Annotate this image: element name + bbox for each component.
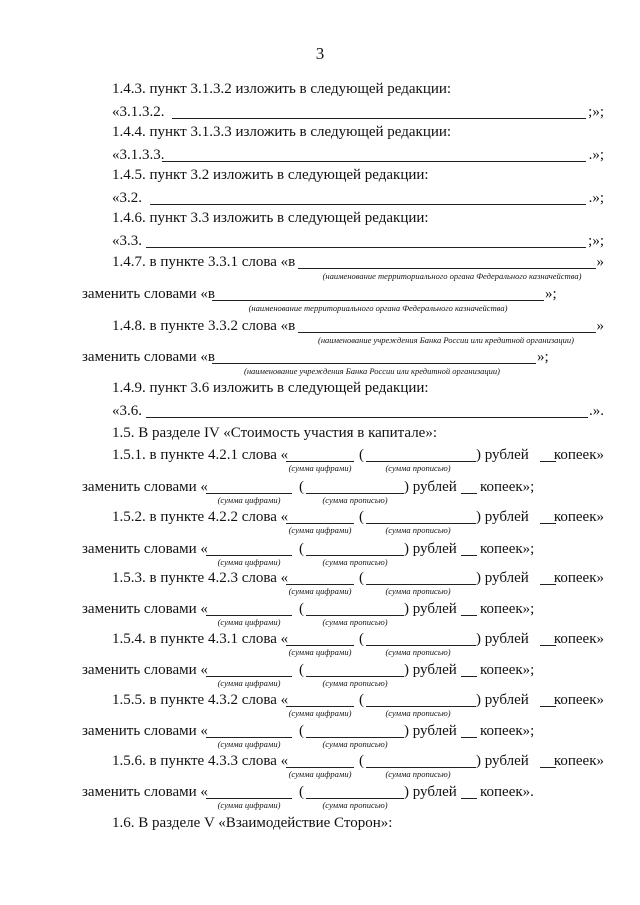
item-1-4-8-blank	[298, 332, 596, 333]
item-1-4-4-suffix: .»;	[588, 147, 604, 163]
sub-1-5-4-r-kop-blank	[461, 676, 477, 677]
sub-1-5-1-r-digits-blank	[206, 493, 292, 494]
sub-1-5-2-r-rubles: ) рублей	[404, 541, 457, 557]
sub-1-5-3-r-cap-digits: (сумма цифрами)	[217, 617, 281, 627]
sub-1-5-2-digits-blank	[286, 523, 354, 524]
sub-1-5-3-kopecks: копеек»	[553, 570, 604, 586]
sub-1-5-5-r-kopecks: копеек»;	[480, 723, 535, 739]
sub-1-5-6-lead: 1.5.6. в пункте 4.3.3 слова «	[112, 753, 289, 769]
sub-1-5-6-words-blank	[366, 767, 476, 768]
sub-1-5-6-r-open-paren: (	[299, 784, 304, 800]
section-1-6-heading: 1.6. В разделе V «Взаимодействие Сторон»:	[112, 815, 393, 831]
sub-1-5-6-digits-blank	[286, 767, 354, 768]
sub-1-5-2-open-paren: (	[359, 509, 364, 525]
sub-1-5-6-r-kopecks: копеек».	[480, 784, 534, 800]
sub-1-5-3-cap-words: (сумма прописью)	[385, 586, 451, 596]
sub-1-5-1-r-cap-words: (сумма прописью)	[322, 495, 388, 505]
item-1-4-6-suffix: ;»;	[588, 233, 604, 249]
sub-1-5-1-rubles: ) рублей	[476, 447, 529, 463]
item-1-4-4-heading: 1.4.4. пункт 3.1.3.3 изложить в следующей редакции:	[112, 124, 452, 140]
item-1-4-8-replace-blank	[212, 363, 536, 364]
sub-1-5-1-kopecks: копеек»	[553, 447, 604, 463]
sub-1-5-5-r-kop-blank	[461, 737, 477, 738]
sub-1-5-5-r-cap-words: (сумма прописью)	[322, 739, 388, 749]
sub-1-5-2-r-cap-words: (сумма прописью)	[322, 557, 388, 567]
sub-1-5-4-r-words-blank	[306, 676, 404, 677]
sub-1-5-3-r-words-blank	[306, 615, 404, 616]
item-1-4-9-heading: 1.4.9. пункт 3.6 изложить в следующей редакции:	[112, 380, 429, 396]
sub-1-5-5-cap-digits: (сумма цифрами)	[288, 708, 352, 718]
sub-1-5-2-lead: 1.5.2. в пункте 4.2.2 слова «	[112, 509, 289, 525]
sub-1-5-5-r-words-blank	[306, 737, 404, 738]
sub-1-5-1-r-cap-digits: (сумма цифрами)	[217, 495, 281, 505]
sub-1-5-3-r-digits-blank	[206, 615, 292, 616]
sub-1-5-2-replace: заменить словами «	[82, 541, 208, 557]
sub-1-5-1-open-paren: (	[359, 447, 364, 463]
sub-1-5-1-words-blank	[366, 461, 476, 462]
sub-1-5-6-open-paren: (	[359, 753, 364, 769]
sub-1-5-3-cap-digits: (сумма цифрами)	[288, 586, 352, 596]
item-1-4-5-blank	[150, 204, 586, 205]
sub-1-5-4-lead: 1.5.4. в пункте 4.3.1 слова «	[112, 631, 289, 647]
sub-1-5-3-open-paren: (	[359, 570, 364, 586]
sub-1-5-1-lead: 1.5.1. в пункте 4.2.1 слова «	[112, 447, 289, 463]
item-1-4-5-heading: 1.4.5. пункт 3.2 изложить в следующей редакции:	[112, 167, 429, 183]
sub-1-5-2-r-open-paren: (	[299, 541, 304, 557]
sub-1-5-6-r-cap-words: (сумма прописью)	[322, 800, 388, 810]
sub-1-5-3-words-blank	[366, 584, 476, 585]
sub-1-5-2-cap-words: (сумма прописью)	[385, 525, 451, 535]
sub-1-5-2-r-cap-digits: (сумма цифрами)	[217, 557, 281, 567]
item-1-4-3-suffix: ;»;	[588, 104, 604, 120]
sub-1-5-1-cap-words: (сумма прописью)	[385, 463, 451, 473]
sub-1-5-4-open-paren: (	[359, 631, 364, 647]
sub-1-5-6-rubles: ) рублей	[476, 753, 529, 769]
item-1-4-8-replace: заменить словами «в	[82, 349, 215, 365]
item-1-4-6-blank	[146, 247, 586, 248]
sub-1-5-6-kopecks: копеек»	[553, 753, 604, 769]
sub-1-5-3-rubles: ) рублей	[476, 570, 529, 586]
item-1-4-9-prefix: «3.6.	[112, 403, 142, 419]
section-1-5-heading: 1.5. В разделе IV «Стоимость участия в капитале»:	[112, 425, 438, 441]
sub-1-5-2-rubles: ) рублей	[476, 509, 529, 525]
sub-1-5-4-cap-digits: (сумма цифрами)	[288, 647, 352, 657]
sub-1-5-4-r-cap-digits: (сумма цифрами)	[217, 678, 281, 688]
sub-1-5-4-r-open-paren: (	[299, 662, 304, 678]
item-1-4-5-suffix: .»;	[588, 190, 604, 206]
sub-1-5-1-digits-blank	[286, 461, 354, 462]
sub-1-5-2-words-blank	[366, 523, 476, 524]
sub-1-5-3-r-rubles: ) рублей	[404, 601, 457, 617]
item-1-4-4-prefix: «3.1.3.3.	[112, 147, 165, 163]
sub-1-5-4-replace: заменить словами «	[82, 662, 208, 678]
sub-1-5-6-cap-digits: (сумма цифрами)	[288, 769, 352, 779]
sub-1-5-4-r-digits-blank	[206, 676, 292, 677]
sub-1-5-6-r-cap-digits: (сумма цифрами)	[217, 800, 281, 810]
sub-1-5-3-replace: заменить словами «	[82, 601, 208, 617]
sub-1-5-5-words-blank	[366, 706, 476, 707]
item-1-4-8-caption: (наименование учреждения Банка России или кредитной организации)	[318, 335, 574, 345]
sub-1-5-5-cap-words: (сумма прописью)	[385, 708, 451, 718]
sub-1-5-3-r-open-paren: (	[299, 601, 304, 617]
item-1-4-8-replace-caption: (наименование учреждения Банка России или кредитной организации)	[244, 366, 500, 376]
item-1-4-6-prefix: «3.3.	[112, 233, 142, 249]
item-1-4-3-prefix: «3.1.3.2.	[112, 104, 165, 120]
sub-1-5-6-r-kop-blank	[461, 798, 477, 799]
sub-1-5-3-r-cap-words: (сумма прописью)	[322, 617, 388, 627]
item-1-4-6-heading: 1.4.6. пункт 3.3 изложить в следующей редакции:	[112, 210, 429, 226]
item-1-4-9-blank	[146, 417, 588, 418]
item-1-4-7-replace-end: »;	[545, 286, 557, 302]
sub-1-5-4-r-rubles: ) рублей	[404, 662, 457, 678]
sub-1-5-6-replace: заменить словами «	[82, 784, 208, 800]
item-1-4-3-blank	[172, 118, 586, 119]
sub-1-5-3-lead: 1.5.3. в пункте 4.2.3 слова «	[112, 570, 289, 586]
sub-1-5-3-r-kopecks: копеек»;	[480, 601, 535, 617]
page-number: 3	[315, 44, 325, 63]
sub-1-5-1-replace: заменить словами «	[82, 479, 208, 495]
item-1-4-7-lead: 1.4.7. в пункте 3.3.1 слова «в	[112, 254, 296, 270]
sub-1-5-5-kopecks: копеек»	[553, 692, 604, 708]
sub-1-5-4-r-cap-words: (сумма прописью)	[322, 678, 388, 688]
sub-1-5-1-r-words-blank	[306, 493, 404, 494]
item-1-4-7-caption: (наименование территориального органа Федерального казначейства)	[322, 271, 582, 281]
sub-1-5-6-r-digits-blank	[206, 798, 292, 799]
item-1-4-7-replace: заменить словами «в	[82, 286, 215, 302]
item-1-4-3-heading: 1.4.3. пункт 3.1.3.2 изложить в следующей редакции:	[112, 81, 452, 97]
sub-1-5-2-r-words-blank	[306, 555, 404, 556]
sub-1-5-5-r-open-paren: (	[299, 723, 304, 739]
item-1-4-8-lead: 1.4.8. в пункте 3.3.2 слова «в	[112, 318, 296, 334]
sub-1-5-1-r-kop-blank	[461, 493, 477, 494]
sub-1-5-2-r-digits-blank	[206, 555, 292, 556]
item-1-4-7-replace-blank	[212, 300, 544, 301]
sub-1-5-4-cap-words: (сумма прописью)	[385, 647, 451, 657]
sub-1-5-1-r-open-paren: (	[299, 479, 304, 495]
sub-1-5-5-r-rubles: ) рублей	[404, 723, 457, 739]
sub-1-5-4-rubles: ) рублей	[476, 631, 529, 647]
sub-1-5-2-r-kopecks: копеек»;	[480, 541, 535, 557]
sub-1-5-5-rubles: ) рублей	[476, 692, 529, 708]
sub-1-5-5-digits-blank	[286, 706, 354, 707]
item-1-4-4-blank	[162, 161, 586, 162]
sub-1-5-2-r-kop-blank	[461, 555, 477, 556]
item-1-4-7-lead-end: »	[596, 254, 604, 270]
sub-1-5-4-digits-blank	[286, 645, 354, 646]
item-1-4-9-suffix: .».	[589, 403, 604, 419]
sub-1-5-1-r-kopecks: копеек»;	[480, 479, 535, 495]
sub-1-5-5-r-cap-digits: (сумма цифрами)	[217, 739, 281, 749]
sub-1-5-6-r-rubles: ) рублей	[404, 784, 457, 800]
sub-1-5-5-open-paren: (	[359, 692, 364, 708]
sub-1-5-4-words-blank	[366, 645, 476, 646]
sub-1-5-5-lead: 1.5.5. в пункте 4.3.2 слова «	[112, 692, 289, 708]
sub-1-5-2-cap-digits: (сумма цифрами)	[288, 525, 352, 535]
sub-1-5-2-kopecks: копеек»	[553, 509, 604, 525]
sub-1-5-3-digits-blank	[286, 584, 354, 585]
sub-1-5-3-r-kop-blank	[461, 615, 477, 616]
sub-1-5-4-kopecks: копеек»	[553, 631, 604, 647]
item-1-4-5-prefix: «3.2.	[112, 190, 142, 206]
item-1-4-7-replace-caption: (наименование территориального органа Федерального казначейства)	[248, 303, 508, 313]
item-1-4-8-lead-end: »	[596, 318, 604, 334]
sub-1-5-6-cap-words: (сумма прописью)	[385, 769, 451, 779]
sub-1-5-5-replace: заменить словами «	[82, 723, 208, 739]
sub-1-5-6-r-words-blank	[306, 798, 404, 799]
sub-1-5-4-r-kopecks: копеек»;	[480, 662, 535, 678]
sub-1-5-1-cap-digits: (сумма цифрами)	[288, 463, 352, 473]
sub-1-5-1-r-rubles: ) рублей	[404, 479, 457, 495]
item-1-4-8-replace-end: »;	[537, 349, 549, 365]
sub-1-5-5-r-digits-blank	[206, 737, 292, 738]
item-1-4-7-blank	[298, 268, 596, 269]
